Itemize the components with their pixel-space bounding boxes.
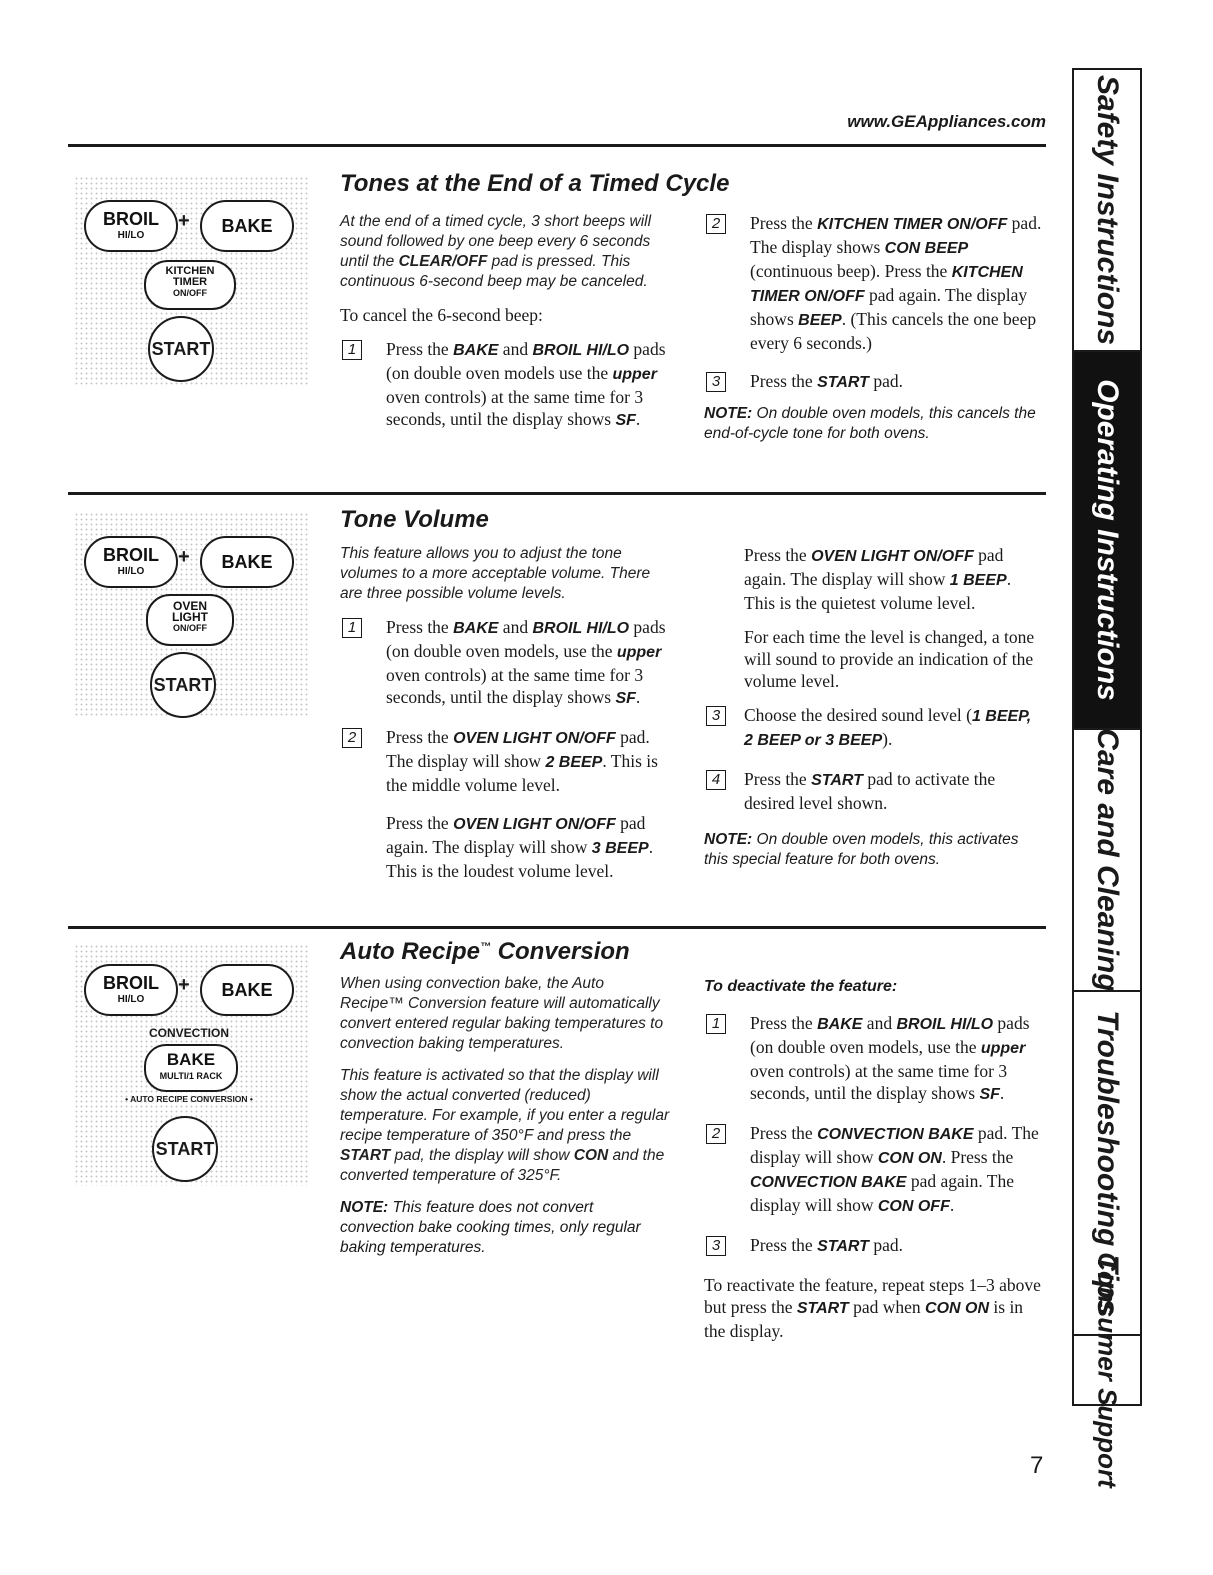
section3-step-1: 1 Press the BAKE and BROIL HI/LO pads (on double oven models, use the upper oven controls) at the same time for 3 seconds, until the display shows SF. [704,1012,1044,1106]
section2-quietest: Press the OVEN LIGHT ON/OFF pad again. The display will show 1 BEEP. This is the quietest volume level. [744,545,1012,613]
section-title-tones-end-timed-cycle: Tones at the End of a Timed Cycle [340,170,730,197]
section1-intro: At the end of a timed cycle, 3 short beeps will sound followed by one beep every 6 seconds until the CLEAR/OFF pad is pressed. This continuous 6-second beep may be canceled. [340,213,652,290]
section3-note: NOTE: This feature does not convert convection bake cooking times, only regular baking temperatures. [340,1199,641,1256]
section-title-auto-recipe-conversion: Auto Recipe™ Conversion [340,938,630,965]
page-number: 7 [1030,1452,1044,1479]
step-number: 2 [706,1124,726,1144]
top-rule [68,144,1046,147]
tab-care-and-cleaning[interactable]: Care and Cleaning [1074,730,1140,992]
cancel-instruction: To cancel the 6-second beep: [340,305,543,325]
start-key: START [148,316,214,382]
section2-step-2: 2 Press the OVEN LIGHT ON/OFF pad. The display will show 2 BEEP. This is the middle volume level. [340,726,680,796]
control-pad-illustration-timer [74,176,308,386]
section1-left-column [340,212,670,448]
section2-left-column [340,544,680,894]
section3-step-3: 3 Press the START pad. [704,1234,1044,1258]
section2-right-column [704,544,1044,882]
step-number: 3 [706,706,726,726]
section2-step-4: 4 Press the START pad to activate the desired level shown. [704,768,1044,814]
broil-hilo-key: BROIL HI/LO [84,536,178,588]
section3-intro-1: When using convection bake, the Auto Recipe™ Conversion feature will automatically convert entered regular baking temperatures to convection baking temperatures. [340,975,664,1052]
step-number: 3 [706,1236,726,1256]
convection-label: CONVECTION [148,1026,229,1040]
step-number: 2 [706,214,726,234]
step-number: 2 [342,728,362,748]
plus-sign: + [178,546,190,568]
step-number: 4 [706,770,726,790]
section3-left-column [340,974,670,1270]
auto-recipe-conversion-label: • AUTO RECIPE CONVERSION • [125,1094,253,1104]
plus-sign: + [178,210,190,232]
section2-note: NOTE: On double oven models, this activates this special feature for both ovens. [704,831,1019,868]
bake-key: BAKE [200,964,294,1016]
section-title-tone-volume: Tone Volume [340,506,489,533]
control-pad-illustration-volume [74,512,308,718]
tab-consumer-support[interactable]: Consumer Support [1092,1252,1123,1488]
bake-key: BAKE [200,200,294,252]
broil-hilo-key: BROIL HI/LO [84,200,178,252]
tab-operating-instructions[interactable]: Operating Instructions [1074,352,1140,730]
broil-hilo-key: BROIL HI/LO [84,964,178,1016]
step-number: 1 [706,1014,726,1034]
section-tabs [1072,68,1142,1488]
deactivate-heading: To deactivate the feature: [704,978,898,995]
tab-safety-instructions[interactable]: Safety Instructions [1074,70,1140,352]
plus-sign: + [178,974,190,996]
oven-light-key: OVEN LIGHT ON/OFF [146,594,234,646]
kitchen-timer-key: KITCHEN TIMER ON/OFF [144,260,236,310]
section2-intro: This feature allows you to adjust the tone volumes to a more acceptable volume. There are three possible volume levels. [340,545,651,602]
section2-step-3: 3 Choose the desired sound level (1 BEEP, 2 BEEP or 3 BEEP). [704,704,1044,752]
section1-note: NOTE: On double oven models, this cancels the end-of-cycle tone for both ovens. [704,405,1036,442]
step-number: 1 [342,618,362,638]
start-key: START [152,1116,218,1182]
section2-step-1: 1 Press the BAKE and BROIL HI/LO pads (on double oven models, use the upper oven controls) at the same time for 3 seconds, until the display shows SF. [340,616,680,710]
bake-key: BAKE [200,536,294,588]
section1-right-column [704,212,1044,456]
section1-step-1: 1 Press the BAKE and BROIL HI/LO pads (on double oven models use the upper oven controls) at the same time for 3 seconds, until the display shows SF. [340,338,670,432]
step-number: 3 [706,372,726,392]
website-url[interactable]: www.GEAppliances.com [847,112,1046,131]
section3-right-column [704,976,1044,1354]
section2-loudest: Press the OVEN LIGHT ON/OFF pad again. The display will show 3 BEEP. This is the loudest volume level. [386,813,654,881]
convection-bake-key: BAKE MULTI/1 RACK [144,1044,238,1092]
section1-step-2: 2 Press the KITCHEN TIMER ON/OFF pad. The display shows CON BEEP (continuous beep). Press the KITCHEN TIMER ON/OFF pad again. The display shows BEEP. (This cancels the one beep every 6 seconds.) [704,212,1044,354]
section-rule-1 [68,492,1046,495]
control-pad-illustration-convection [74,944,308,1186]
tab-troubleshooting-tips[interactable]: Troubleshooting Tips [1074,992,1140,1336]
section1-step-3: 3 Press the START pad. [704,370,1044,394]
section3-intro-2: This feature is activated so that the display will show the actual converted (reduced) temperature. For example, if you enter a regular recipe temperature of 350°F and press the START pad, the display will show CON and the converted temperature of 325°F. [340,1067,670,1184]
section-rule-2 [68,926,1046,929]
reactivate-instruction: To reactivate the feature, repeat steps 1–3 above but press the START pad when CON ON is in the display. [704,1275,1041,1341]
section2-each-change: For each time the level is changed, a tone will sound to provide an indication of the volume level. [744,627,1035,691]
section3-step-2: 2 Press the CONVECTION BAKE pad. The display will show CON ON. Press the CONVECTION BAKE pad again. The display will show CON OFF. [704,1122,1044,1218]
start-key: START [150,652,216,718]
step-number: 1 [342,340,362,360]
